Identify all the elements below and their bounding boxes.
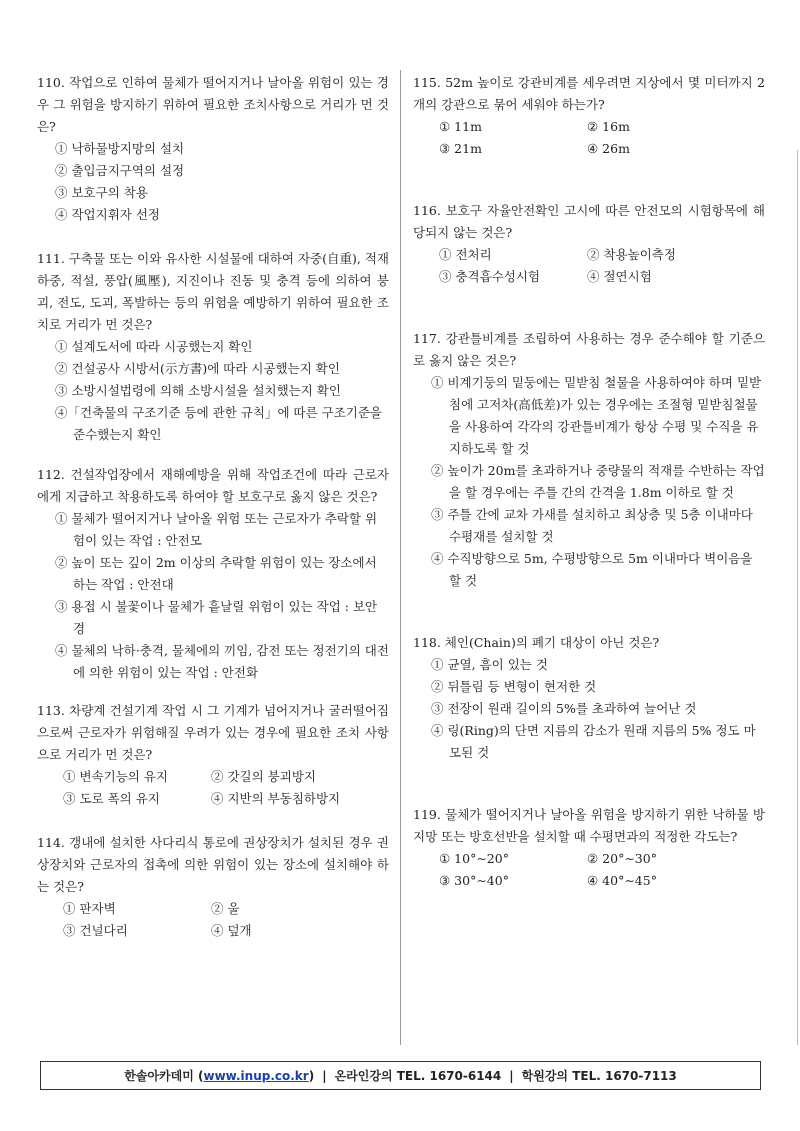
question-118 bbox=[413, 632, 765, 764]
option-3: ③ 21m bbox=[439, 141, 482, 156]
question-115 bbox=[413, 72, 765, 160]
option-2: ② 출입금지구역의 설정 bbox=[55, 163, 185, 178]
question-117 bbox=[413, 328, 765, 592]
option-1: ① 11m bbox=[439, 119, 482, 134]
option-4: ④ 덮개 bbox=[211, 923, 252, 938]
question-111 bbox=[37, 248, 389, 446]
question-text: 110. 작업으로 인하여 물체가 떨어지거나 날아올 위험이 있는 경우 그 위험을 방지하기 위하여 필요한 조치사항으로 거리가 먼 것은? bbox=[37, 75, 389, 134]
question-text: 112. 건설작업장에서 재해예방을 위해 작업조건에 따라 근로자에게 지급하고 착용하도록 하여야 할 보호구로 옳지 않은 것은? bbox=[37, 467, 389, 504]
footer-bar: 한솔아카데미 ( www.inup.co.kr ) | 온라인강의 TEL. 1670-6144 | 학원강의 TEL. 1670-7113 bbox=[40, 1061, 761, 1090]
options-grid bbox=[439, 848, 765, 892]
column-divider bbox=[400, 70, 401, 1045]
page-edge-line bbox=[797, 150, 798, 1045]
footer-separator: | bbox=[322, 1068, 327, 1083]
option-2: ② 20°∼30° bbox=[587, 851, 657, 866]
option-1: ① 비계기둥의 밑둥에는 밑받침 철물을 사용하여야 하며 밑받침에 고저차(高低差)가 있는 경우에는 조절형 밑받침철물을 사용하여 각각의 강관틀비계가 항상 수평 및 수직을 유지하도록 할 것 bbox=[431, 375, 762, 456]
right-column bbox=[413, 72, 765, 892]
option-1: ① 낙하물방지망의 설치 bbox=[55, 141, 185, 156]
footer-online-phone: 온라인강의 TEL. 1670-6144 bbox=[334, 1069, 502, 1083]
question-text: 115. 52m 높이로 강관비계를 세우려면 지상에서 몇 미터까지 2개의 강관으로 묶어 세워야 하는가? bbox=[413, 75, 765, 112]
option-3: ③ 충격흡수성시험 bbox=[439, 269, 540, 284]
options-grid bbox=[439, 244, 765, 288]
option-4: ④ 수직방향으로 5m, 수평방향으로 5m 이내마다 벽이음을 할 것 bbox=[431, 551, 753, 588]
option-1: ① 판자벽 bbox=[63, 901, 116, 916]
options-grid bbox=[439, 116, 765, 160]
option-4: ④「건축물의 구조기준 등에 관한 규칙」에 따른 구조기준을 준수했는지 확인 bbox=[55, 405, 382, 442]
option-4: ④ 물체의 낙하·충격, 물체에의 끼임, 감전 또는 정전기의 대전에 의한 위험이 있는 작업 : 안전화 bbox=[55, 643, 389, 680]
option-4: ④ 지반의 부동침하방지 bbox=[211, 791, 341, 806]
option-1: ① 균열, 흠이 있는 것 bbox=[431, 657, 548, 672]
footer-separator: | bbox=[509, 1068, 514, 1083]
option-4: ④ 링(Ring)의 단면 지름의 감소가 원래 지름의 5% 정도 마모된 것 bbox=[431, 723, 756, 760]
footer-offline-phone: 학원강의 TEL. 1670-7113 bbox=[521, 1069, 677, 1083]
option-3: ③ 30°∼40° bbox=[439, 873, 509, 888]
option-2: ② 높이가 20m를 초과하거나 중량물의 적재를 수반하는 작업을 할 경우에는 주틀 간의 간격을 1.8m 이하로 할 것 bbox=[431, 463, 765, 500]
question-112 bbox=[37, 464, 389, 684]
footer-website-link[interactable]: www.inup.co.kr bbox=[203, 1068, 309, 1083]
question-text: 113. 차량계 건설기계 작업 시 그 기계가 넘어지거나 굴러떨어짐으로써 근로자가 위험해질 우려가 있는 경우에 필요한 조치 사항으로 거리가 먼 것은? bbox=[37, 703, 389, 762]
footer-org: 한솔아카데미 bbox=[124, 1069, 194, 1083]
option-2: ② 울 bbox=[211, 901, 240, 916]
option-2: ② 갓길의 붕괴방지 bbox=[211, 769, 316, 784]
question-119 bbox=[413, 804, 765, 892]
option-4: ④ 절연시험 bbox=[587, 269, 652, 284]
question-text: 111. 구축물 또는 이와 유사한 시설물에 대하여 자중(自重), 적재하중, 적설, 풍압(風壓), 지진이나 진동 및 충격 등에 의하여 붕괴, 전도, 도괴, 폭발하는 등의 위험을 예방하기 위하여 필요한 조치로 거리가 먼 것은? bbox=[37, 251, 389, 332]
option-3: ③ 소방시설법령에 의해 소방시설을 설치했는지 확인 bbox=[55, 383, 341, 398]
options-grid bbox=[63, 898, 389, 942]
option-3: ③ 도로 폭의 유지 bbox=[63, 791, 160, 806]
option-3: ③ 전장이 원래 길이의 5%를 초과하여 늘어난 것 bbox=[431, 701, 697, 716]
question-113 bbox=[37, 700, 389, 810]
question-text: 117. 강관틀비계를 조립하여 사용하는 경우 준수해야 할 기준으로 옳지 않은 것은? bbox=[413, 331, 765, 368]
question-text: 114. 갱내에 설치한 사다리식 통로에 권상장치가 설치된 경우 권상장치와 근로자의 접촉에 의한 위험이 있는 장소에 설치해야 하는 것은? bbox=[37, 835, 389, 894]
left-column bbox=[37, 72, 389, 942]
question-text: 119. 물체가 떨어지거나 날아올 위험을 방지하기 위한 낙하물 방지망 또는 방호선반을 설치할 때 수평면과의 적정한 각도는? bbox=[413, 807, 765, 844]
option-2: ② 16m bbox=[587, 119, 630, 134]
options-grid bbox=[63, 766, 389, 810]
option-4: ④ 26m bbox=[587, 141, 630, 156]
option-2: ② 뒤틀림 등 변형이 현저한 것 bbox=[431, 679, 597, 694]
question-110 bbox=[37, 72, 389, 226]
option-3: ③ 보호구의 착용 bbox=[55, 185, 148, 200]
option-2: ② 높이 또는 깊이 2m 이상의 추락할 위험이 있는 장소에서 하는 작업 : 안전대 bbox=[55, 555, 377, 592]
option-1: ① 변속기능의 유지 bbox=[63, 769, 168, 784]
option-1: ① 10°∼20° bbox=[439, 851, 509, 866]
question-116 bbox=[413, 200, 765, 288]
option-1: ① 설계도서에 따라 시공했는지 확인 bbox=[55, 339, 253, 354]
option-4: ④ 40°∼45° bbox=[587, 873, 657, 888]
question-text: 118. 체인(Chain)의 폐기 대상이 아닌 것은? bbox=[413, 635, 660, 650]
option-1: ① 물체가 떨어지거나 날아올 위험 또는 근로자가 추락할 위험이 있는 작업 : 안전모 bbox=[55, 511, 378, 548]
option-2: ② 착용높이측정 bbox=[587, 247, 676, 262]
option-1: ① 전처리 bbox=[439, 247, 492, 262]
option-2: ② 건설공사 시방서(示方書)에 따라 시공했는지 확인 bbox=[55, 361, 340, 376]
option-3: ③ 건널다리 bbox=[63, 923, 128, 938]
option-3: ③ 용접 시 불꽃이나 물체가 흩날릴 위험이 있는 작업 : 보안경 bbox=[55, 599, 378, 636]
question-text: 116. 보호구 자율안전확인 고시에 따른 안전모의 시험항목에 해당되지 않는 것은? bbox=[413, 203, 765, 240]
option-4: ④ 작업지휘자 선정 bbox=[55, 207, 160, 222]
option-3: ③ 주틀 간에 교차 가새를 설치하고 최상층 및 5층 이내마다 수평재를 설치할 것 bbox=[431, 507, 753, 544]
question-114 bbox=[37, 832, 389, 942]
